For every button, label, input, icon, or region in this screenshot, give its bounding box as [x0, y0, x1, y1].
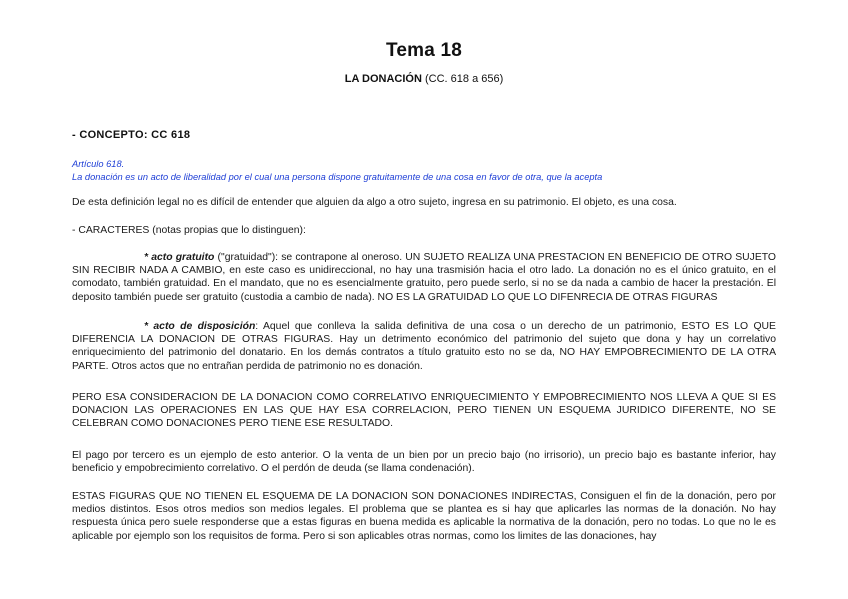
article-quote [72, 158, 772, 184]
article-label: Artículo 618. [72, 159, 125, 169]
paragraph-pago-tercero: El pago por tercero es un ejemplo de esto anterior. O la venta de un bien por un precio bajo (no irrisorio), un precio bajo es bastante inferior, hay beneficio y empobrecimiento correlativo. O el perdón de deuda (se llama condenación). [72, 450, 776, 475]
paragraph-acto-gratuito [72, 251, 776, 304]
paragraph-consideracion: PERO ESA CONSIDERACION DE LA DONACION COMO CORRELATIVO ENRIQUECIMIENTO Y EMPOBRECIMIENTO NOS LLEVA A QUE SI ES DONACION LAS OPERACIONES EN LAS QUE HAY ESA CORRELACION, PERO TIENEN UN ESQUEMA JURIDICO DIFERENTE, NO SE CELEBRAN COMO DONACIONES PERO TIENE ESE RESULTADO. [72, 392, 776, 430]
subtitle-bold: LA DONACIÓN [344, 73, 422, 85]
paragraph-definition: De esta definición legal no es difícil de entender que alguien da algo a otro sujeto, ingresa en su patrimonio. El objeto, es una cosa. [72, 197, 677, 208]
paragraph-caracteres: - CARACTERES (notas propias que lo distinguen): [72, 225, 306, 236]
keyword-acto-disposicion: * acto de disposición [144, 321, 256, 332]
document-subtitle [0, 73, 848, 85]
subtitle-rest: (CC. 618 a 656) [421, 73, 504, 85]
section-heading: - CONCEPTO: CC 618 [72, 129, 191, 141]
spacer [72, 321, 144, 332]
paragraph-acto-disposicion [72, 320, 776, 373]
spacer [72, 252, 144, 263]
document-title: Tema 18 [385, 40, 463, 61]
paragraph-donaciones-indirectas: ESTAS FIGURAS QUE NO TIENEN EL ESQUEMA DE LA DONACION SON DONACIONES INDIRECTAS, Consiguen el fin de la donación, pero por medios distintos. Esos otros medios son medios legales. El problema que se plantea es si hay que aplicarles las normas de la donación. No hay respuesta única pero suele responderse que a estas figuras en buena medida es aplicable la normativa de la donación, pero no todas. Lo que no le es aplicable por ejemplo son los requisitos de forma. Pero si son aplicables otras normas, como los limites de las donaciones, hay [72, 491, 776, 542]
keyword-acto-gratuito: * acto gratuito [144, 252, 215, 263]
acto-disposicion-text: : Aquel que conlleva la salida definitiva de una cosa o un derecho de un patrimonio, ESTO ES LO QUE DIFERENCIA LA DONACION DE OTRAS FIGURAS. Hay un detrimento económico del patrimonio del sujeto que dona y hay un correlativo enriquecimiento del patrimonio del donatario. En los demás contratos a título gratuito esto no se da, NO HAY EMPOBRECIMIENTO DE LA OTRA PARTE. Otros actos que no entrañan perdida de patrimonio no es donación. [72, 321, 776, 372]
article-text: La donación es un acto de liberalidad por el cual una persona dispone gratuitamente de una cosa en favor de otra, que la acepta [72, 172, 603, 182]
acto-gratuito-text: ("gratuidad"): se contrapone al oneroso. UN SUJETO REALIZA UNA PRESTACION EN BENEFICIO DE OTRO SUJETO SIN RECIBIR NADA A CAMBIO, en este caso es unidireccional, no hay una trasmisión hacia el otro lado. La donación no es el único gratuito, en el comodato, también gratuidad. En el mandato, que no es esencialmente gratuito, pero puede serlo, si no se da nada a cambio de hacer la prestación. El deposito también puede ser gratuito (custodia a cambio de nada). NO ES LA GRATUIDAD LO QUE LO DIFENRECIA DE OTRAS FIGURAS [72, 252, 776, 303]
